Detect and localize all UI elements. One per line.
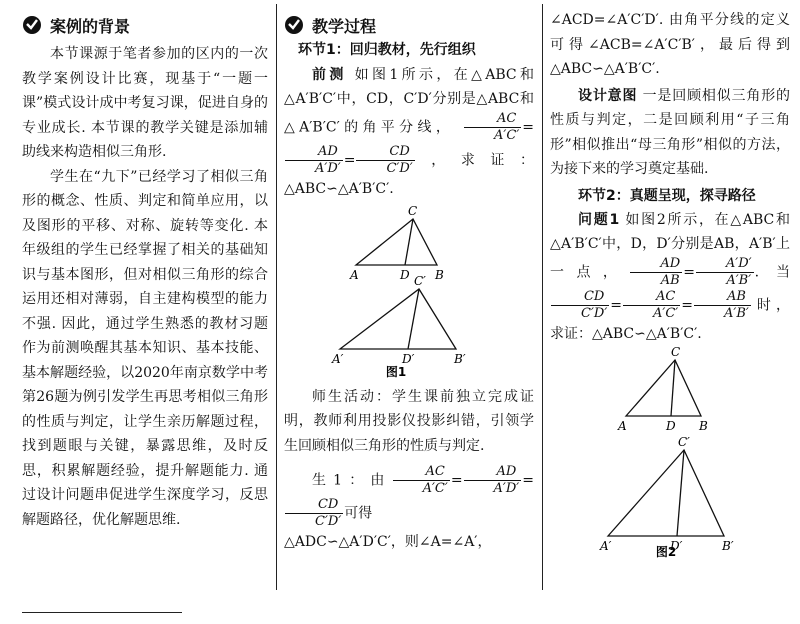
equals-sign: = [522,119,535,135]
subsection-title: 环节2：真题呈现，探寻路径 [578,187,756,204]
problem-paragraph: 问题1 如图2所示，在△ABC和△A′B′C′中，D，D′分别是AB，A′B′上一点， $\frac{AD}{AB}$ = $\frac{A'D'}{A'B'}$ . 当 $\frac{CD}{C'D'}$ = $\frac{AC}{A'C'}$ = $\frac{AB}{A'B'}$ 时，求证：△ABC∽△A′B′C′. [550,212,790,342]
vertex-label: A [618,419,627,433]
equals-sign: = [343,152,356,168]
triangle-large [331,274,466,366]
fraction-denominator: A′C′ [422,481,448,496]
figure-caption: 图2 [655,545,677,558]
heading-text: 案例的背景 [50,16,131,36]
column-teaching-process [284,0,534,555]
problem-when: 当 [776,264,790,281]
section-heading-background [22,12,268,38]
activity-paragraph: 师生活动：学生课前独立完成证明，教师利用投影仪投影纠错，引领学生回顾相似三角形的性质与判定. [284,388,534,454]
section-heading-icon [22,15,42,35]
vertex-label: B [435,267,444,282]
equals-sign: = [522,472,534,489]
problem-text: 如图2所示，在△ABC和△A′B′C′中，D，D′分别是AB，A′B′上一点， [550,212,790,281]
fraction-numerator: A′D′ [696,256,754,273]
subsection-title: 环节1：回归教材，先行组织 [298,42,476,58]
equals-sign: = [681,297,693,314]
equals-sign: = [683,264,695,281]
column-continued [550,0,790,558]
design-intent-label: 设计意图 [578,87,638,104]
fraction-denominator: A′D′ [493,481,520,496]
fraction-numerator: CD [285,497,343,514]
triangle-small [349,204,444,282]
student-prefix: 生1：由 [312,472,392,489]
problem-text-end: 时，求证：△ABC∽△A′B′C′. [550,297,790,342]
fraction [696,256,754,289]
fraction-numerator: AB [694,289,751,306]
fraction [623,289,680,322]
fraction-denominator: C′D′ [386,160,413,176]
fraction [694,289,751,322]
fraction-denominator: AB [660,273,680,288]
fraction-denominator: C′D′ [315,514,342,529]
fraction [393,464,450,497]
figure-2 [550,346,790,558]
fraction-numerator: AC [623,289,680,306]
column-background [22,0,268,532]
design-intent-text: 一是回顾相似三角形的性质与判定，二是回顾利用“子三角形”相似推出“母三角形”相似的方法，为接下来的学习奠定基础. [550,87,791,177]
pretest-label: 前测 [312,66,347,83]
triangle-large [599,435,734,553]
fraction [551,289,609,322]
vertex-label: D [666,419,676,433]
fraction-numerator: AD [464,464,522,481]
vertex-label: D [400,267,410,282]
vertex-label: A [350,267,359,282]
column-divider-2 [542,4,543,590]
design-intent-paragraph [550,84,790,182]
vertex-label: C′ [678,435,690,449]
fraction-denominator: A′D′ [315,160,341,176]
fraction-numerator: AC [393,464,450,481]
fraction [285,497,343,530]
vertex-label: C [671,346,681,359]
fraction-numerator: CD [356,144,414,161]
paragraph: ∠ACD=∠A′C′D′. 由角平分线的定义可得∠ACB=∠A′C′B′，最后得到△ABC∽△A′B′C′. [550,12,790,77]
fraction-denominator: A′B′ [724,306,749,321]
student-answer [284,464,534,530]
figure-1 [284,201,534,379]
student-answer-line2: △ADC∽△A′D′C′，则∠A=∠A′， [284,534,492,550]
vertex-label: A′ [600,539,612,553]
pretest-text: 如图1所示，在△ABC和△A′B′C′中，CD，C′D′分别是△ABC和△A′B′C′的角平分线， [284,66,534,135]
vertex-label: D′ [670,539,683,553]
fraction-denominator: A′C′ [653,306,679,321]
pretest-paragraph [284,63,534,201]
fraction-numerator: AD [285,144,343,161]
vertex-label: B [699,419,708,433]
equals-sign: = [450,472,463,489]
fraction-denominator: A′B′ [726,273,752,288]
vertex-label: A′ [332,351,344,366]
equals-sign: = [610,297,623,314]
vertex-label: D′ [402,351,415,366]
footnote-rule [22,612,182,613]
problem-label: 问题1 [578,212,620,228]
vertex-label: B′ [722,539,734,553]
fraction-numerator: AC [464,111,521,128]
fraction-numerator: CD [551,289,609,306]
paragraph: 本节课源于笔者参加的区内的一次教学案例设计比赛，现基于“一题一课”模式设计成中考复习课，促进自身的专业成长. 本节课的教学关键是添加辅助线来构造相似三角形. [22,46,268,160]
vertex-label: B′ [454,351,466,366]
figure-caption: 图1 [385,364,407,379]
section-heading-icon [284,15,304,35]
fraction [285,144,343,177]
column-divider-1 [276,4,277,590]
heading-text: 教学过程 [312,16,377,36]
fraction [630,256,682,289]
fraction [356,144,414,177]
fraction [464,111,521,144]
fraction [464,464,522,497]
vertex-label: C′ [414,273,426,288]
vertex-label: C [408,203,418,218]
paragraph: 学生在“九下”已经学习了相似三角形的概念、性质、判定和简单应用，以及图形的平移、对称、旋转等变化. 本年级组的学生已经掌握了相关的基础知识与基本图形，但对相似三角形的综合运用还相对薄弱，自主建构模型的能力不强. 因此，通过学生熟悉的教材习题作为前测唤醒其基本知识、基本技能、基本解题经验，以2020年南京数学中考第26题为例引发学生再思考相似三角形的性质与判定，让学生亲历解题过程，找到题眼与关键，暴露思维，及时反思，积累解题经验，提升解题能力. 通过设计问题串促进学生深度学习，反思解题路径，优化解题思维. [22,168,268,528]
fraction-denominator: C′D′ [581,306,608,321]
fraction-numerator: AD [630,256,682,273]
pretest-text-end: ，求证：△ABC∽△A′B′C′. [284,152,534,197]
triangle-small [617,346,708,433]
student-suffix: 可得 [344,505,373,522]
section-heading-process [284,12,534,38]
fraction-denominator: A′C′ [494,127,520,143]
